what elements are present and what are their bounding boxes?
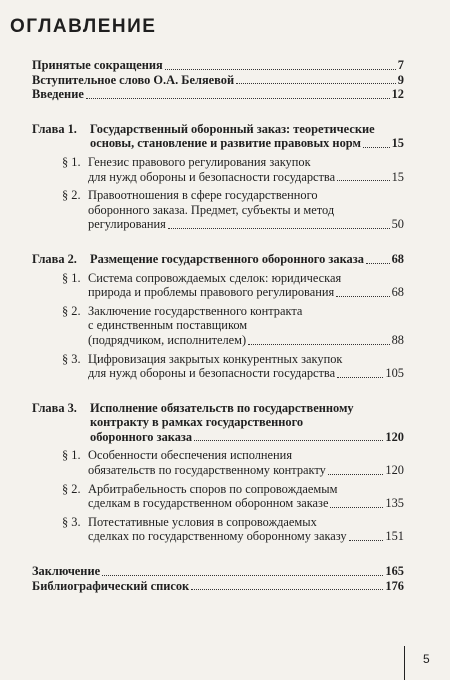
chapter-entry[interactable] xyxy=(32,252,404,267)
dot-leader xyxy=(336,296,389,297)
entry-text: Правоотношения в сфере государственного xyxy=(88,188,318,203)
dot-leader xyxy=(349,540,384,541)
entry-text: (подрядчиком, исполнителем) xyxy=(88,332,247,347)
chapters-list xyxy=(32,122,404,544)
chapter-title xyxy=(90,122,404,151)
toc-entry-line[interactable] xyxy=(88,217,404,232)
entry-text: Арбитрабельность споров по сопровождаемым xyxy=(88,481,338,496)
dot-leader xyxy=(165,69,396,70)
chapter-number: Глава 2. xyxy=(32,251,77,266)
entry-text: Система сопровождаемых сделок: юридическая xyxy=(88,270,342,285)
page-ref: 9 xyxy=(397,72,404,87)
section-number: § 3. xyxy=(62,514,81,529)
entry-text: Генезис правового регулирования закупок xyxy=(88,154,311,169)
section-title xyxy=(88,448,404,477)
page-ref: 50 xyxy=(391,217,404,232)
entry-text: Введение xyxy=(32,87,84,102)
toc-entry-line[interactable] xyxy=(88,333,404,348)
dot-leader xyxy=(363,147,390,148)
entry-text: Потестативные условия в сопровождаемых xyxy=(88,514,317,529)
entry-text: регулирования xyxy=(88,217,166,232)
page-ref: 120 xyxy=(385,429,404,444)
entry-text: контракту в рамках государственного xyxy=(90,415,304,430)
entry-text: Исполнение обязательств по государственному xyxy=(90,400,354,415)
section-number: § 1. xyxy=(62,154,81,169)
toc-entry[interactable] xyxy=(32,87,404,102)
section-entry[interactable] xyxy=(32,188,404,232)
section-entry[interactable] xyxy=(32,482,404,511)
section-title xyxy=(88,188,404,232)
entry-text: обязательств по государственному контракту xyxy=(88,463,326,478)
toc-entry-line[interactable] xyxy=(90,430,404,445)
section-entry[interactable] xyxy=(32,352,404,381)
page-ref: 135 xyxy=(385,496,404,511)
dot-leader xyxy=(337,377,383,378)
dot-leader xyxy=(248,344,389,345)
page-ref: 105 xyxy=(385,366,404,381)
toc-entry-line[interactable] xyxy=(88,285,404,300)
entry-text: Государственный оборонный заказ: теоретические xyxy=(90,121,375,136)
toc-entry-line[interactable] xyxy=(90,136,404,151)
section-title xyxy=(88,482,404,511)
chapter-entry[interactable] xyxy=(32,401,404,445)
entry-text: сделках по государственному оборонному заказу xyxy=(88,529,347,544)
section-title xyxy=(88,515,404,544)
toc-entry-line[interactable] xyxy=(88,496,404,511)
section-title xyxy=(88,271,404,300)
section-entry[interactable] xyxy=(32,271,404,300)
table-of-contents xyxy=(32,58,404,593)
toc-entry-line[interactable] xyxy=(90,252,404,267)
page-ref: 12 xyxy=(391,87,404,102)
chapter-title xyxy=(90,252,404,267)
dot-leader xyxy=(168,228,390,229)
section-number: § 2. xyxy=(62,303,81,318)
page-ref: 176 xyxy=(385,578,404,593)
page-ref: 15 xyxy=(391,136,404,151)
page-ref: 7 xyxy=(397,58,404,72)
page-ref: 88 xyxy=(391,332,404,347)
section-number: § 2. xyxy=(62,481,81,496)
page-ref: 15 xyxy=(391,169,404,184)
entry-text: Вступительное слово О.А. Беляевой xyxy=(32,72,235,87)
section-number: § 3. xyxy=(62,351,81,366)
toc-entry[interactable] xyxy=(32,73,404,88)
entry-text: природа и проблемы правового регулирования xyxy=(88,285,335,300)
toc-entry[interactable] xyxy=(32,58,404,73)
chapter-number: Глава 1. xyxy=(32,121,77,136)
entry-text: Цифровизация закрытых конкурентных закупок xyxy=(88,351,343,366)
entry-text: сделкам в государственном оборонном заказе xyxy=(88,496,329,511)
dot-leader xyxy=(236,83,396,84)
section-entry[interactable] xyxy=(32,448,404,477)
toc-entry-line[interactable] xyxy=(88,529,404,544)
chapter-entry[interactable] xyxy=(32,122,404,151)
page-ref: 151 xyxy=(385,529,404,544)
entry-text: Размещение государственного оборонного заказа xyxy=(90,251,364,266)
section-entry[interactable] xyxy=(32,515,404,544)
page-ref: 165 xyxy=(385,564,404,579)
entry-text: Особенности обеспечения исполнения xyxy=(88,448,293,463)
page-number: 5 xyxy=(423,652,430,666)
section-title xyxy=(88,155,404,184)
section-title xyxy=(88,304,404,348)
entry-text: Библиографический список xyxy=(32,578,190,593)
entry-text: Заключение xyxy=(32,564,101,579)
entry-text: для нужд обороны и безопасности государства xyxy=(88,169,336,184)
section-number: § 1. xyxy=(62,270,81,285)
section-number: § 1. xyxy=(62,448,81,463)
entry-text: основы, становление и развитие правовых норм xyxy=(90,136,361,151)
section-title xyxy=(88,352,404,381)
front-matter xyxy=(32,58,404,102)
toc-entry-line[interactable] xyxy=(88,366,404,381)
entry-text: с единственным поставщиком xyxy=(88,318,248,333)
dot-leader xyxy=(330,507,383,508)
chapter-title xyxy=(90,401,404,445)
back-matter xyxy=(32,564,404,593)
entry-text: Принятые сокращения xyxy=(32,58,163,72)
entry-text: оборонного заказа. Предмет, субъекты и метод xyxy=(88,202,335,217)
page-title: ОГЛАВЛЕНИЕ xyxy=(10,16,157,37)
dot-leader xyxy=(191,589,383,590)
chapter-number: Глава 3. xyxy=(32,400,77,415)
section-number: § 2. xyxy=(62,188,81,203)
page-ref: 68 xyxy=(391,285,404,300)
dot-leader xyxy=(337,180,389,181)
toc-entry[interactable] xyxy=(32,564,404,579)
dot-leader xyxy=(86,98,390,99)
page-number-rule xyxy=(404,646,405,680)
page-ref: 68 xyxy=(391,251,404,266)
section-entry[interactable] xyxy=(32,155,404,184)
dot-leader xyxy=(328,474,384,475)
entry-text: Заключение государственного контракта xyxy=(88,303,303,318)
toc-entry-line[interactable] xyxy=(88,170,404,185)
dot-leader xyxy=(102,575,383,576)
dot-leader xyxy=(194,440,383,441)
entry-text: для нужд обороны и безопасности государства xyxy=(88,366,336,381)
entry-text: оборонного заказа xyxy=(90,429,193,444)
dot-leader xyxy=(366,263,390,264)
toc-entry-line[interactable] xyxy=(88,463,404,478)
toc-entry[interactable] xyxy=(32,579,404,594)
page-ref: 120 xyxy=(385,463,404,478)
section-entry[interactable] xyxy=(32,304,404,348)
